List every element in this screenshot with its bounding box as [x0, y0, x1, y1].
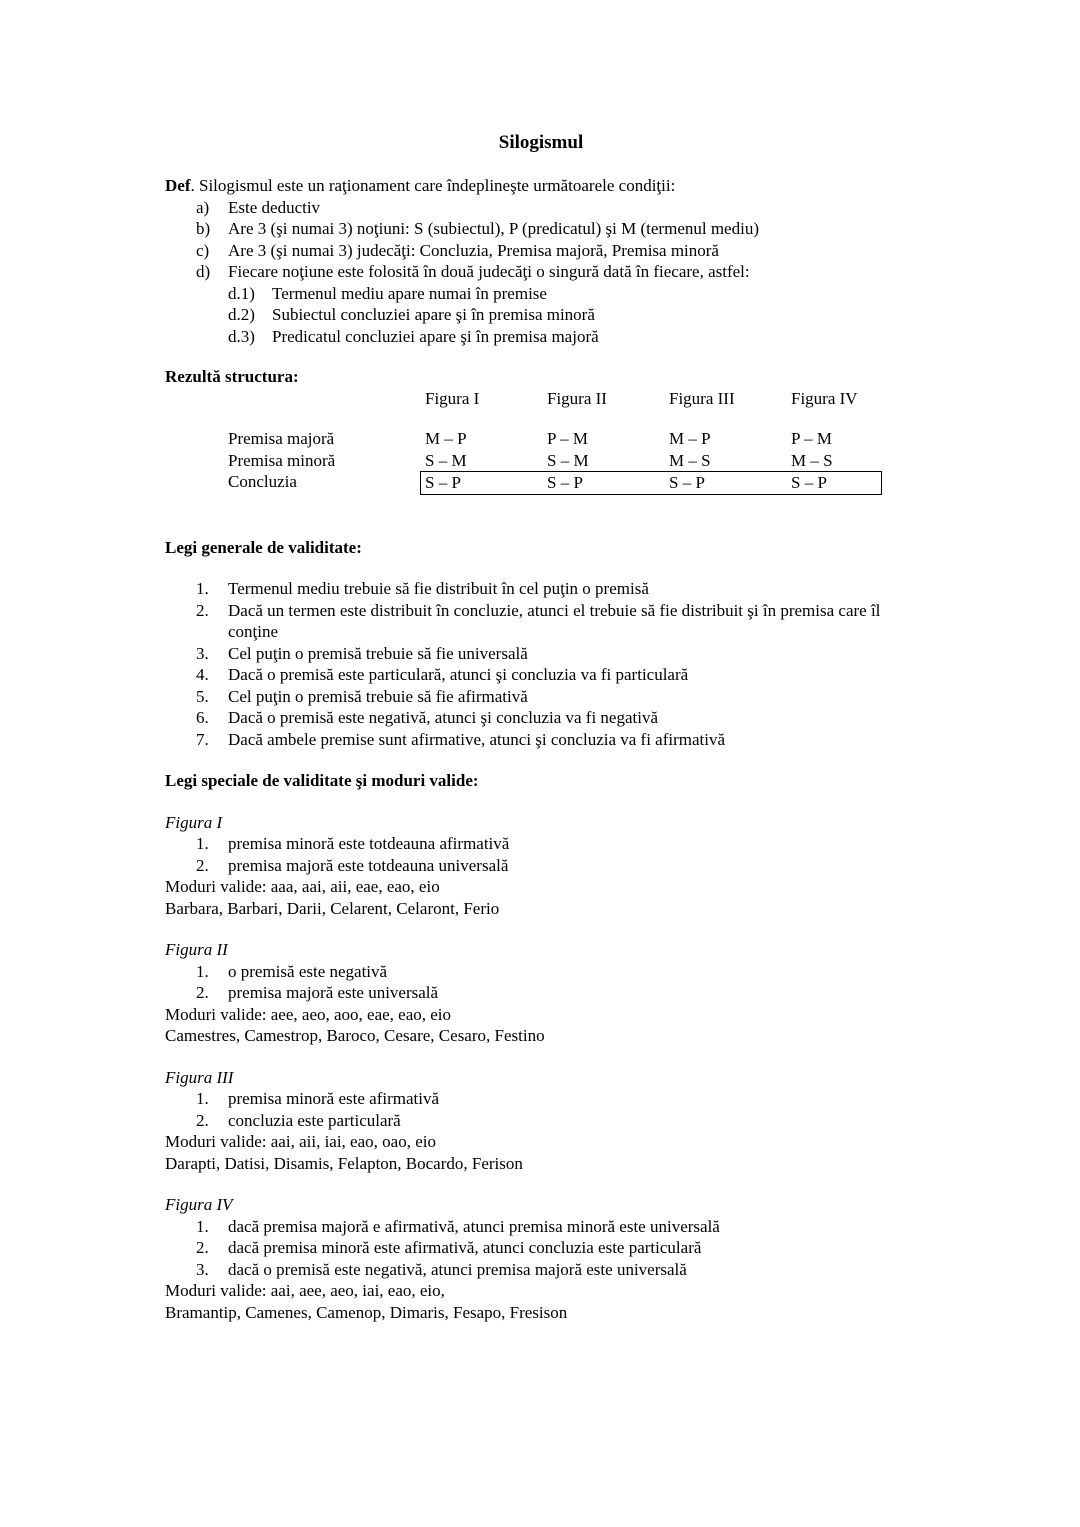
table-row-premisa-majora: [228, 428, 917, 450]
column-header-figura-1: Figura I: [425, 388, 480, 408]
table-cell: M – P: [669, 429, 711, 448]
figura-rule: [165, 961, 917, 983]
definition-section: [165, 175, 917, 347]
row-label: Concluzia: [228, 472, 297, 491]
rule-text: o premisă este negativă: [228, 961, 388, 981]
law-number: 2.: [196, 600, 209, 620]
figura-rule: [165, 1110, 917, 1132]
general-laws-list: [165, 578, 917, 750]
item-text: Fiecare noţiune este folosită în două judecăţi o singură dată în fiecare, astfel:: [228, 262, 750, 281]
law-number: 5.: [196, 686, 209, 706]
figura-rule: [165, 855, 917, 877]
row-values: [425, 428, 913, 450]
rule-number: 2.: [196, 983, 209, 1002]
page-title: Silogismul: [498, 132, 584, 153]
subitem-marker: d.1): [228, 283, 255, 303]
rule-text: dacă premisa majoră e afirmativă, atunci premisa minoră este universală: [228, 1216, 720, 1236]
rule-text: premisa majoră este totdeauna universală: [228, 855, 509, 875]
moduri-valide-line: Moduri valide: aaa, aai, aii, eae, eao, eio: [165, 877, 440, 896]
table-cell: S – M: [425, 450, 467, 470]
moduri-valide-line: Moduri valide: aai, aee, aeo, iai, eao, eio,: [165, 1281, 445, 1300]
law-text: Termenul mediu trebuie să fie distribuit în cel puţin o premisă: [228, 579, 649, 598]
special-laws-heading: Legi speciale de validitate şi moduri valide:: [165, 771, 479, 790]
row-label: Premisa minoră: [228, 450, 336, 470]
rule-number: 1.: [196, 1216, 209, 1236]
law-text: Dacă o premisă este negativă, atunci şi concluzia va fi negativă: [228, 708, 659, 727]
table-cell: S – P: [791, 473, 827, 492]
figura-rule: [165, 1259, 917, 1281]
law-text: Cel puţin o premisă trebuie să fie afirmativă: [228, 686, 528, 706]
item-marker: d): [196, 262, 211, 281]
row-label: Premisa majoră: [228, 429, 335, 448]
figura-title: Figura III: [165, 1067, 234, 1087]
rule-text: premisa minoră este totdeauna afirmativă: [228, 834, 510, 853]
table-cell: S – P: [669, 473, 705, 492]
subitem-text: Termenul mediu apare numai în premise: [272, 283, 547, 303]
subitem-marker: d.3): [228, 326, 255, 346]
subitem-text: Predicatul concluziei apare şi în premisa majoră: [272, 326, 599, 346]
item-text: Are 3 (şi numai 3) noţiuni: S (subiectul), P (predicatul) şi M (termenul mediu): [228, 219, 759, 238]
special-laws-section: [165, 770, 917, 1323]
rule-number: 1.: [196, 834, 209, 853]
figura-title: Figura IV: [165, 1195, 233, 1214]
item-text: Este deductiv: [228, 197, 321, 217]
table-cell: M – P: [425, 429, 467, 448]
law-item: [165, 707, 917, 729]
definition-item: [165, 261, 917, 283]
figura-4-block: [165, 1194, 917, 1323]
law-item: [165, 664, 917, 686]
item-text: Are 3 (şi numai 3) judecăţi: Concluzia, Premisa majoră, Premisa minoră: [228, 240, 719, 260]
law-item: [165, 578, 917, 600]
table-cell: S – M: [547, 450, 589, 470]
subitem-text: Subiectul concluziei apare şi în premisa minoră: [272, 305, 595, 324]
figura-rule: [165, 1237, 917, 1259]
column-header-figura-2: Figura II: [547, 388, 607, 408]
law-number: 6.: [196, 708, 209, 727]
rule-number: 2.: [196, 1238, 209, 1257]
subitem-marker: d.2): [228, 305, 255, 324]
law-number: 4.: [196, 665, 209, 684]
rule-text: premisa majoră este universală: [228, 983, 439, 1002]
mood-names-line: Camestres, Camestrop, Baroco, Cesare, Cesaro, Festino: [165, 1026, 545, 1045]
law-item: [165, 686, 917, 708]
structure-heading: Rezultă structura:: [165, 367, 299, 386]
general-laws-heading: Legi generale de validitate:: [165, 537, 362, 557]
rule-number: 1.: [196, 961, 209, 981]
law-number: 1.: [196, 579, 209, 598]
definition-label: Def: [165, 176, 191, 195]
rule-number: 2.: [196, 1110, 209, 1130]
structure-section: [165, 366, 917, 495]
structure-table-header: [425, 388, 917, 410]
law-text: Dacă ambele premise sunt afirmative, atunci şi concluzia va fi afirmativă: [228, 729, 726, 749]
law-text: Dacă o premisă este particulară, atunci şi concluzia va fi particulară: [228, 665, 689, 684]
law-item: [165, 643, 917, 665]
definition-item: [165, 197, 917, 219]
figura-rule: [165, 982, 917, 1004]
figura-rule: [165, 1216, 917, 1238]
figura-title: Figura I: [165, 812, 223, 832]
table-cell: P – M: [791, 429, 832, 448]
definition-item: [165, 218, 917, 240]
column-header-figura-3: Figura III: [669, 388, 735, 408]
rule-text: dacă premisa minoră este afirmativă, atunci concluzia este particulară: [228, 1238, 702, 1257]
moduri-valide-line: Moduri valide: aai, aii, iai, eao, oao, eio: [165, 1132, 436, 1151]
figura-title: Figura II: [165, 940, 228, 959]
item-marker: c): [196, 240, 210, 260]
table-cell: S – P: [425, 473, 461, 492]
mood-names-line: Bramantip, Camenes, Camenop, Dimaris, Fesapo, Fresison: [165, 1302, 568, 1322]
rule-number: 1.: [196, 1089, 209, 1108]
row-values: [425, 450, 913, 472]
general-laws-section: [165, 537, 917, 751]
law-number: 3.: [196, 643, 209, 663]
definition-subitem: [165, 304, 917, 326]
rule-text: concluzia este particulară: [228, 1110, 401, 1130]
figura-2-block: [165, 939, 917, 1047]
table-cell: M – S: [791, 450, 833, 470]
table-cell: M – S: [669, 450, 711, 470]
rule-number: 3.: [196, 1259, 209, 1279]
definition-item: [165, 240, 917, 262]
figura-rule: [165, 1088, 917, 1110]
rule-number: 2.: [196, 855, 209, 875]
definition-lead-text: . Silogismul este un raţionament care îndeplineşte următoarele condiţii:: [190, 176, 676, 195]
figura-3-block: [165, 1067, 917, 1175]
table-cell: S – P: [547, 473, 583, 492]
table-row-premisa-minora: [228, 450, 917, 472]
structure-table: [228, 428, 917, 495]
mood-names-line: Darapti, Datisi, Disamis, Felapton, Bocardo, Ferison: [165, 1153, 523, 1173]
conclusion-box: [420, 471, 882, 495]
definition-lead: [165, 175, 917, 197]
law-text: Dacă un termen este distribuit în concluzie, atunci el trebuie să fie distribuit şi în premisa care îl conţine: [228, 600, 881, 641]
rule-text: dacă o premisă este negativă, atunci premisa majoră este universală: [228, 1259, 687, 1279]
rule-text: premisa minoră este afirmativă: [228, 1089, 439, 1108]
figura-1-block: [165, 812, 917, 920]
table-cell: P – M: [547, 429, 588, 448]
law-number: 7.: [196, 729, 209, 749]
law-text: Cel puţin o premisă trebuie să fie universală: [228, 643, 528, 663]
mood-names-line: Barbara, Barbari, Darii, Celarent, Celaront, Ferio: [165, 898, 500, 918]
law-item: [165, 729, 917, 751]
moduri-valide-line: Moduri valide: aee, aeo, aoo, eae, eao, eio: [165, 1004, 452, 1024]
column-header-figura-4: Figura IV: [791, 388, 858, 408]
table-row-concluzia: [228, 471, 917, 495]
item-marker: b): [196, 219, 211, 238]
figura-rule: [165, 833, 917, 855]
law-item: [165, 600, 917, 643]
definition-subitem: [165, 326, 917, 348]
definition-subitem: [165, 283, 917, 305]
item-marker: a): [196, 197, 210, 217]
